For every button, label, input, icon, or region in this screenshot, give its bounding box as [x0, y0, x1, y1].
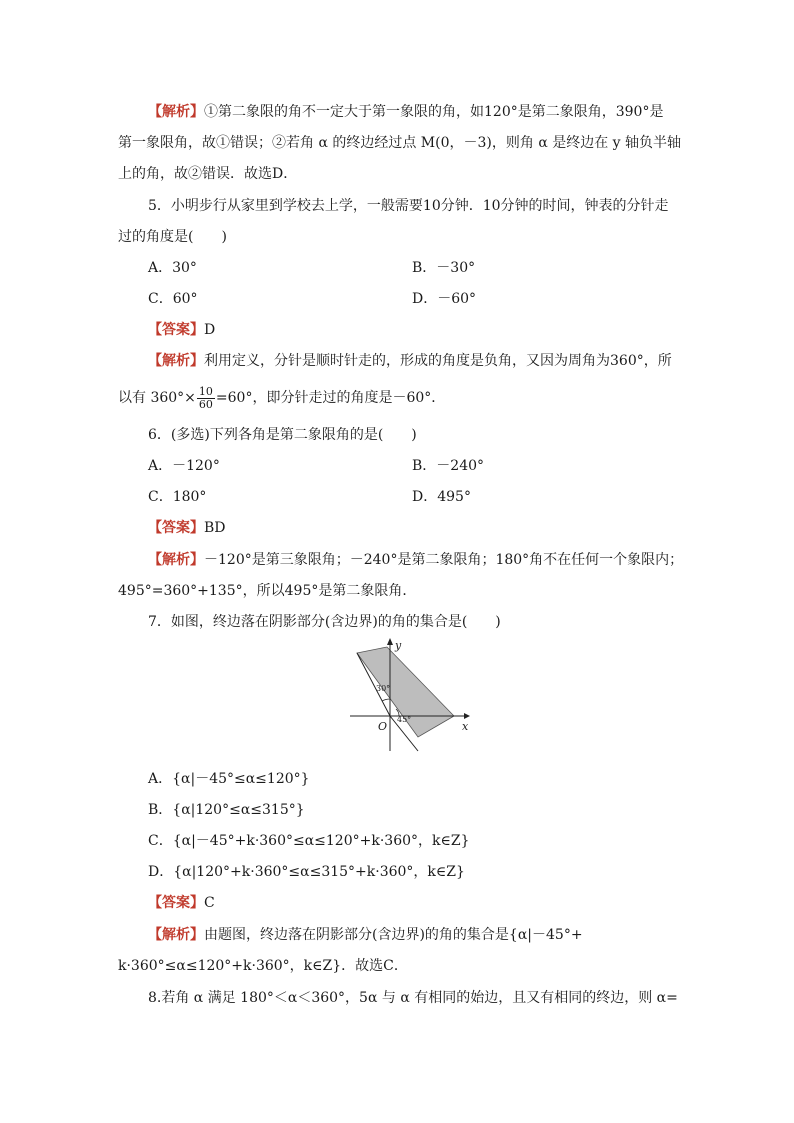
option-b: B．－240°	[412, 458, 485, 474]
x-axis-arrow-icon	[464, 713, 470, 719]
angle-arc-30	[382, 699, 390, 701]
option-a: A．－120°	[148, 458, 220, 474]
analysis-text: －120°是第三象限角；－240°是第二象限角；180°角不在任何一个象限内；	[204, 552, 684, 568]
analysis-text: 第一象限角，故①错误；②若角 α 的终边经过点 M(0，－3)，则角 α 是终边在 y 轴负半轴	[118, 135, 682, 151]
analysis-line	[148, 102, 681, 122]
analysis-text: 利用定义，分针是顺时针走的，形成的角度是负角，又因为周角为360°，所	[204, 353, 672, 369]
fraction-denominator: 60	[198, 397, 213, 411]
option-d: D．－60°	[412, 291, 477, 307]
question-7-stem: 7．如图，终边落在阴影部分(含边界)的角的集合是( )	[148, 614, 501, 630]
analysis-line	[148, 550, 684, 570]
option-d: D．495°	[412, 489, 471, 505]
y-axis-label: y	[395, 639, 402, 652]
answer-line	[148, 893, 681, 913]
analysis-text: 495°=360°+135°，所以495°是第二象限角．	[118, 583, 417, 599]
y-axis-arrow-icon	[387, 638, 393, 645]
answer-tag: 【答案】	[148, 520, 204, 536]
question-5-stem: 过的角度是( )	[118, 229, 227, 245]
answer-tag: 【答案】	[148, 322, 204, 338]
analysis-text: =60°，即分针走过的角度是－60°．	[215, 390, 446, 406]
option-b: B．{α|120°≤α≤315°}	[148, 802, 305, 818]
analysis-tag: 【解析】	[148, 552, 204, 568]
analysis-text: 上的角，故②错误．故选D．	[118, 166, 298, 182]
answer-tag: 【答案】	[148, 895, 204, 911]
analysis-tag: 【解析】	[148, 353, 204, 369]
angle-figure	[340, 633, 480, 758]
option-b: B．－30°	[412, 260, 476, 276]
fraction	[197, 386, 215, 411]
x-axis-label: x	[462, 720, 469, 733]
analysis-text: 由题图，终边落在阴影部分(含边界)的角的集合是{α|－45°+	[204, 927, 583, 943]
answer-value: BD	[204, 520, 226, 536]
analysis-tag: 【解析】	[148, 927, 204, 943]
answer-value: D	[204, 322, 216, 338]
fraction-numerator: 10	[198, 384, 213, 398]
option-a: A．{α|－45°≤α≤120°}	[148, 771, 310, 787]
analysis-tag: 【解析】	[148, 104, 204, 120]
analysis-text: ①第二象限的角不一定大于第一象限的角，如120°是第二象限角，390°是	[204, 104, 664, 120]
option-d: D．{α|120°+k·360°≤α≤315°+k·360°，k∈Z}	[148, 864, 465, 880]
question-8-stem: 8.若角 α 满足 180°＜α＜360°，5α 与 α 有相同的始边，且又有相同的终边，则 α=	[148, 990, 678, 1006]
angle-label-45: 45°	[397, 715, 412, 724]
answer-line	[148, 320, 681, 340]
option-c: C．{α|－45°+k·360°≤α≤120°+k·360°，k∈Z}	[148, 833, 470, 849]
answer-value: C	[204, 895, 215, 911]
answer-line	[148, 518, 681, 538]
option-c: C．180°	[148, 489, 207, 505]
analysis-text	[118, 383, 681, 413]
question-5-stem: 5．小明步行从家里到学校去上学，一般需要10分钟．10分钟的时间，钟表的分针走	[148, 198, 669, 214]
angle-label-30: 30°	[376, 684, 391, 693]
analysis-text: 以有 360°×	[118, 390, 196, 406]
option-a: A．30°	[148, 260, 197, 276]
origin-label: O	[378, 720, 388, 733]
question-6-stem: 6．(多选)下列各角是第二象限角的是( )	[148, 427, 417, 443]
analysis-line	[148, 351, 681, 371]
analysis-text: k·360°≤α≤120°+k·360°，k∈Z}．故选C．	[118, 958, 408, 974]
option-c: C．60°	[148, 291, 198, 307]
analysis-line	[148, 925, 681, 945]
